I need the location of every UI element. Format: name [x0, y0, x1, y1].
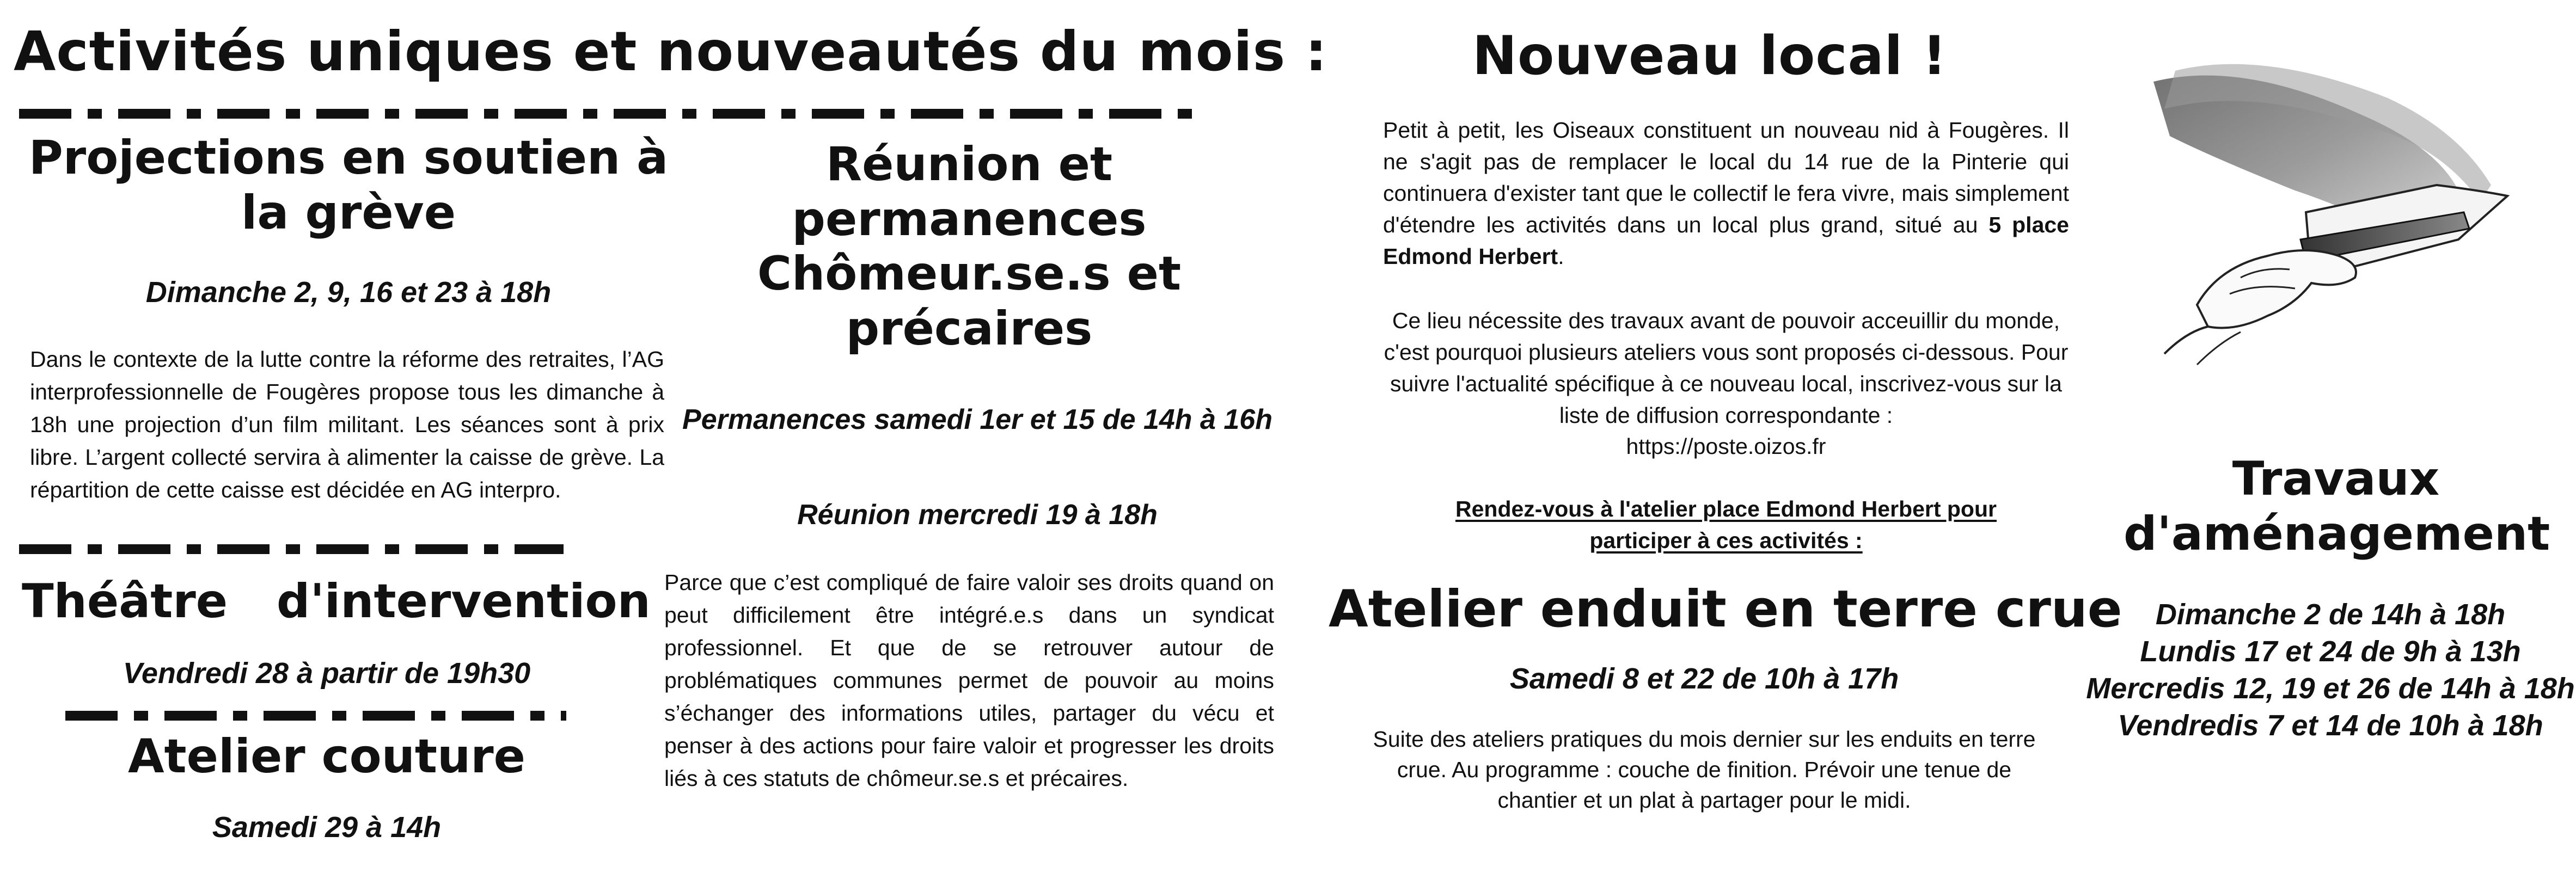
rendezvous-line-2: participer à ces activités :	[1589, 528, 1863, 553]
travaux-schedule-line: Vendredis 7 et 14 de 10h à 18h	[2118, 709, 2543, 742]
nouveau-local-address: 5 place Edmond Herbert	[1383, 212, 2069, 269]
travaux-schedule-line: Lundis 17 et 24 de 9h à 13h	[2140, 635, 2521, 668]
travaux-title	[2124, 452, 2548, 561]
dashed-divider-top	[19, 109, 1206, 119]
page-heading: Activités uniques et nouveautés du mois :	[14, 20, 1328, 83]
nouveau-local-intro-text: Petit à petit, les Oiseaux constituent un nouveau nid à Fougères. Il ne s'agit pas de remplacer le local du 14 rue de la Pinterie qui continuera d'exister tant que le collectif le fera vivre, mais simplement d'étendre les activités dans un local plus grand, situé au	[1383, 118, 2069, 237]
chomeurs-schedule-reunion: Réunion mercredi 19 à 18h	[797, 499, 1158, 531]
rendezvous-line-1: Rendez-vous à l'atelier place Edmond Herbert pour	[1455, 496, 1997, 521]
travaux-title-line-2: d'aménagement	[2124, 506, 2550, 561]
dashed-divider-bottom	[65, 711, 566, 721]
mailing-list-link[interactable]: https://poste.oizos.fr	[1626, 434, 1826, 459]
enduit-text: Suite des ateliers pratiques du mois dernier sur les enduits en terre crue. Au programme : couche de finition. Prévoir une tenue de chantier et un plat à partager pour le midi.	[1373, 727, 2036, 813]
projections-title: Projections en soutien à la grève	[28, 131, 669, 240]
travaux-title-line-1: Travaux	[2232, 452, 2440, 506]
travaux-schedule-line: Dimanche 2 de 14h à 18h	[2155, 598, 2506, 631]
hand-trowel-plastering-icon	[2132, 49, 2546, 430]
theatre-schedule: Vendredi 28 à partir de 19h30	[123, 657, 531, 690]
theatre-title: Théâtre d'intervention	[22, 574, 651, 629]
chomeurs-text: Parce que c’est compliqué de faire valoir ses droits quand on peut difficilement être intégré.e.s dans un syndicat professionnel. Et que de se retrouver autour de problématiques communes permet de pouvoir au moins s’échanger des informations utiles, partager du vécu et penser à des actions pour faire valoir et progresser les droits liés à ces statuts de chômeur.se.s et précaires.	[664, 570, 1274, 791]
travaux-schedule	[2058, 596, 2576, 744]
projections-text: Dans le contexte de la lutte contre la réforme des retraites, l’AG interprofessionnelle de Fougères propose tous les dimanche à 18h une projection d’un film militant. Les séances sont à prix libre. L’argent collecté servira à alimenter la caisse de grève. La répartition de cette caisse est décidée en AG interpro.	[30, 347, 664, 502]
dashed-divider-middle	[19, 544, 564, 554]
chomeurs-title: Réunion et permanences Chômeur.se.s et précaires	[757, 137, 1182, 356]
projections-schedule: Dimanche 2, 9, 16 et 23 à 18h	[145, 276, 552, 309]
nouveau-local-works-text: Ce lieu nécessite des travaux avant de pouvoir acceuillir du monde, c'est pourquoi plusieurs ateliers vous sont proposés ci-dessous. Pour suivre l'actualité spécifique à ce nouveau local, inscrivez-vous sur la liste de diffusion correspondante :	[1384, 308, 2069, 428]
couture-title: Atelier couture	[128, 729, 525, 784]
nouveau-local-heading: Nouveau local !	[1472, 25, 1948, 87]
travaux-schedule-line: Mercredis 12, 19 et 26 de 14h à 18h	[2086, 672, 2575, 705]
chomeurs-schedule-permanences: Permanences samedi 1er et 15 de 14h à 16h	[682, 404, 1272, 435]
enduit-schedule: Samedi 8 et 22 de 10h à 17h	[1509, 662, 1899, 695]
nouveau-local-intro: Petit à petit, les Oiseaux constituent un nouveau nid à Fougères. Il ne s'agit pas de remplacer le local du 14 rue de la Pinterie qui continuera d'exister tant que le collectif le fera vivre, mais simplement d'étendre les activités dans un local plus grand, situé au 5 place Edmond Herbert.	[1383, 118, 2069, 269]
couture-schedule: Samedi 29 à 14h	[212, 811, 442, 844]
enduit-title: Atelier enduit en terre crue	[1329, 580, 2122, 639]
